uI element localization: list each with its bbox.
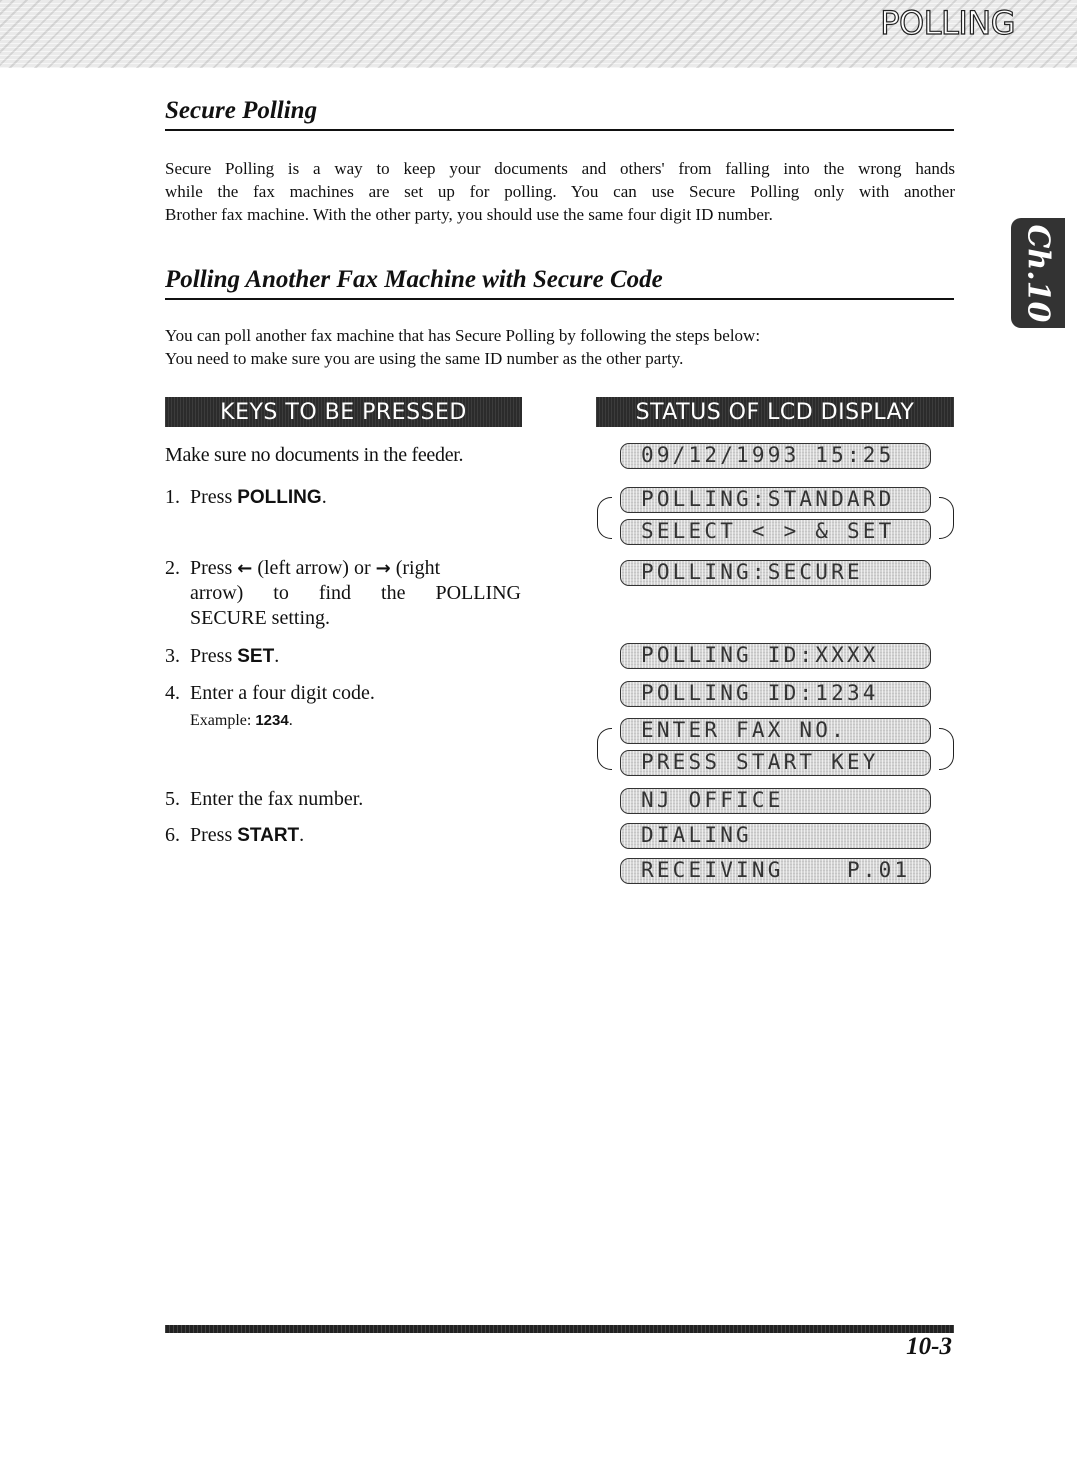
step-text: SECURE setting. — [190, 607, 331, 629]
footer-rule — [165, 1325, 954, 1333]
key-start: START — [237, 825, 300, 846]
example-label: Example: — [190, 712, 256, 729]
step-number: 4. — [165, 682, 180, 704]
keys-column-header: KEYS TO BE PRESSED — [165, 397, 522, 427]
key-set: SET — [237, 646, 275, 667]
lcd-display-polling-secure: POLLING:SECURE — [620, 560, 931, 586]
lcd-display-enter-fax-no: ENTER FAX NO. — [620, 718, 931, 744]
step-text: Enter a four digit code. — [190, 682, 375, 704]
lcd-column-header: STATUS OF LCD DISPLAY — [596, 397, 954, 427]
right-arrow-icon: → — [375, 558, 391, 579]
step-number: 6. — [165, 824, 180, 846]
lcd-display-polling-id-1234: POLLING ID:1234 — [620, 681, 931, 707]
page-number: 10-3 — [906, 1333, 952, 1360]
step-text: Enter the fax number. — [190, 788, 364, 810]
example-end: . — [288, 712, 293, 729]
key-polling: POLLING — [237, 487, 322, 508]
body-line: while the fax machines are set up for polling. You can use Secure Polling only with another — [165, 182, 955, 201]
lcd-display-press-start-key: PRESS START KEY — [620, 750, 931, 776]
section-title-secure-polling: Secure Polling — [165, 96, 954, 131]
body-line: You can poll another fax machine that has Secure Polling by following the steps below: — [165, 326, 761, 345]
step-3 — [165, 644, 521, 669]
bracket-right — [939, 728, 954, 770]
step-1 — [165, 485, 521, 510]
step-text: Press — [190, 645, 238, 667]
body-line: You need to make sure you are using the same ID number as the other party. — [165, 349, 684, 368]
example-key: 1234 — [255, 712, 289, 729]
step-number: 1. — [165, 486, 180, 508]
section-body-secure-polling — [165, 157, 955, 226]
lcd-display-polling-id-xxxx: POLLING ID:XXXX — [620, 643, 931, 669]
lcd-display-datetime: 09/12/1993 15:25 — [620, 443, 931, 469]
step-text: arrow) to find the POLLING — [190, 582, 521, 604]
step-number: 2. — [165, 557, 180, 579]
step-example — [165, 708, 521, 733]
chapter-tab — [1011, 218, 1065, 328]
lcd-display-polling-standard: POLLING:STANDARD — [620, 487, 931, 513]
lcd-display-nj-office: NJ OFFICE — [620, 788, 931, 814]
lcd-display-dialing: DIALING — [620, 823, 931, 849]
step-end: . — [299, 824, 305, 846]
step-text: (right — [390, 557, 441, 579]
step-text: Press — [190, 824, 238, 846]
step-number: 3. — [165, 645, 180, 667]
bracket-right — [939, 497, 954, 539]
step-4 — [165, 681, 521, 733]
chapter-header-title: POLLING — [880, 4, 1015, 42]
section-body-polling-secure-code — [165, 324, 905, 370]
step-6 — [165, 823, 521, 848]
step-5 — [165, 787, 521, 812]
step-end: . — [274, 645, 280, 667]
step-2 — [165, 556, 521, 631]
body-line: Secure Polling is a way to keep your documents and others' from falling into the wrong hands — [165, 159, 955, 178]
bracket-left — [597, 728, 612, 770]
step-intro: Make sure no documents in the feeder. — [165, 444, 464, 466]
lcd-display-receiving: RECEIVING P.01 — [620, 858, 931, 884]
step-end: . — [321, 486, 327, 508]
step-text: Press — [190, 486, 238, 508]
section-title-polling-secure-code: Polling Another Fax Machine with Secure Code — [165, 265, 954, 300]
chapter-tab-label: Ch.10 — [1020, 224, 1056, 322]
lcd-display-select-set: SELECT < > & SET — [620, 519, 931, 545]
left-arrow-icon: ← — [237, 558, 253, 579]
step-number: 5. — [165, 788, 180, 810]
body-line: Brother fax machine. With the other party, you should use the same four digit ID number. — [165, 205, 773, 224]
step-text: Press — [190, 557, 238, 579]
bracket-left — [597, 497, 612, 539]
step-text: (left arrow) or — [252, 557, 376, 579]
